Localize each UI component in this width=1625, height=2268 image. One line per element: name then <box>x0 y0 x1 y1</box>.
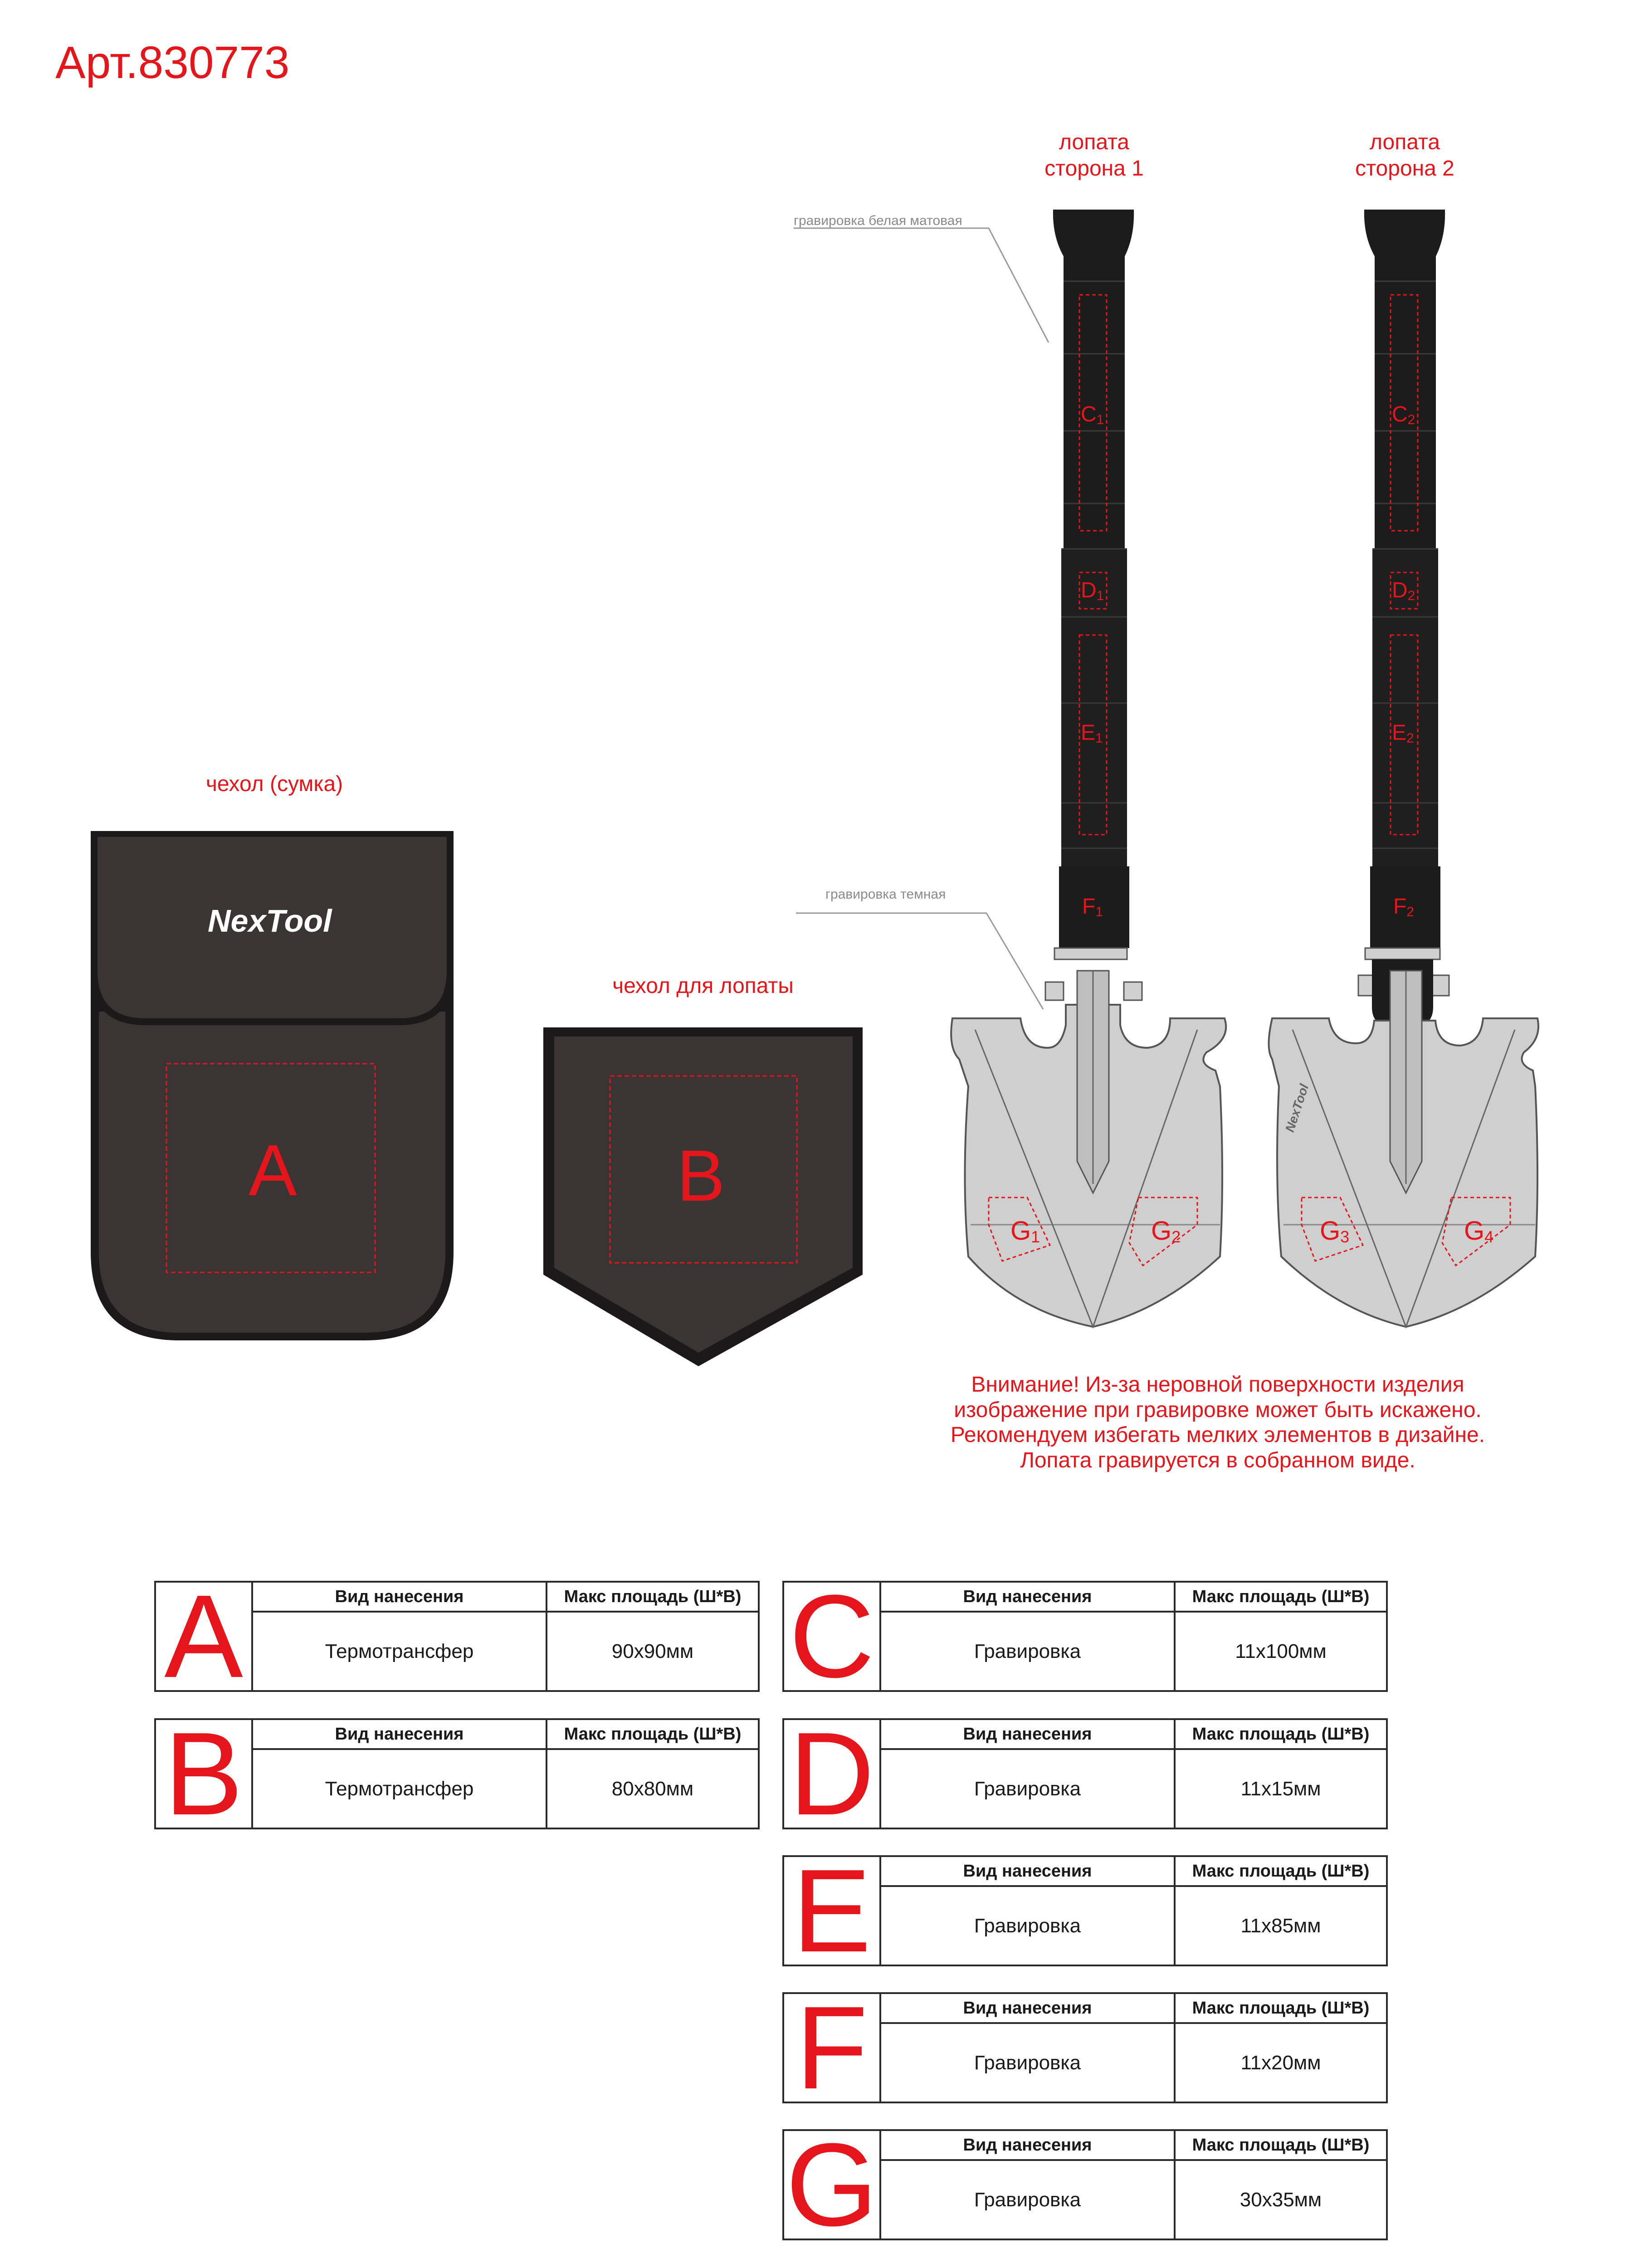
zone-e1-index: 1 <box>1095 731 1103 746</box>
spec-f-area: 11х20мм <box>1240 2051 1321 2074</box>
spec-d-area: 11х15мм <box>1240 1777 1321 1800</box>
note-engraving-dark: гравировка темная <box>825 887 946 902</box>
spec-b-header-area: Макс площадь (Ш*В) <box>564 1724 742 1744</box>
spec-a-header-area: Макс площадь (Ш*В) <box>564 1587 742 1606</box>
caption-bag: чехол (сумка) <box>205 772 343 796</box>
spec-letter-f: F <box>784 1994 881 2102</box>
zone-e1-letter: E <box>1081 721 1096 745</box>
spec-f-method: Гравировка <box>881 2024 1176 2102</box>
warning-line-4: Лопата гравируется в собранном виде. <box>1020 1448 1415 1473</box>
warning-line-3: Рекомендуем избегать мелких элементов в дизайне. <box>950 1423 1485 1447</box>
bag-brand-logo: NexTool <box>208 903 332 938</box>
zone-g1-label <box>1010 1218 1040 1245</box>
zone-a-label: A <box>249 1129 297 1211</box>
zone-f1-label <box>1082 896 1103 919</box>
spec-table-e <box>782 1845 1388 1977</box>
spec-d-header-method: Вид нанесения <box>881 1720 1176 1748</box>
zone-g3-label <box>1320 1218 1349 1245</box>
zone-d1-label <box>1081 580 1104 603</box>
zone-g3-letter: G <box>1320 1216 1341 1246</box>
spec-f-header-area: Макс площадь (Ш*В) <box>1192 1998 1370 2018</box>
zone-f2-letter: F <box>1393 894 1407 919</box>
zone-b-label: B <box>677 1135 725 1216</box>
zone-g2-label <box>1151 1218 1181 1245</box>
caption-side1-line1: лопата <box>1059 130 1129 154</box>
warning-line-1: Внимание! Из-за неровной поверхности изделия <box>971 1373 1464 1397</box>
spec-table-c <box>782 1570 1388 1702</box>
zone-c1-letter: C <box>1081 402 1097 426</box>
zone-c2-label <box>1392 404 1415 427</box>
zone-g4-letter: G <box>1464 1216 1485 1246</box>
zone-g4-label <box>1464 1218 1493 1245</box>
caption-side1 <box>1020 129 1168 181</box>
spec-letter-c: C <box>784 1583 881 1690</box>
spec-b-area: 80х80мм <box>611 1777 694 1800</box>
spec-b-method: Термотрансфер <box>253 1750 547 1828</box>
zone-e2-letter: E <box>1392 721 1407 745</box>
spec-d-method: Гравировка <box>881 1750 1176 1828</box>
caption-side1-line2: сторона 1 <box>1044 156 1144 181</box>
zone-c2-index: 2 <box>1407 412 1415 427</box>
spec-table-b <box>154 1708 760 1840</box>
spec-c-header-area: Макс площадь (Ш*В) <box>1192 1587 1370 1606</box>
blade-brand: NexTool <box>1283 1082 1312 1134</box>
spec-table-g <box>782 2119 1388 2251</box>
warning-line-2: изображение при гравировке может быть искажено. <box>954 1398 1482 1422</box>
spec-letter-a: A <box>156 1583 253 1690</box>
caption-shovel-cover: чехол для лопаты <box>612 974 794 998</box>
zone-d2-index: 2 <box>1407 588 1415 603</box>
spec-e-header-method: Вид нанесения <box>881 1857 1176 1885</box>
zone-g4-index: 4 <box>1484 1227 1494 1246</box>
caption-side2-line1: лопата <box>1369 130 1440 154</box>
spec-b-header-method: Вид нанесения <box>253 1720 547 1748</box>
spec-letter-b: B <box>156 1720 253 1828</box>
zone-d1-letter: D <box>1081 578 1097 602</box>
zone-f1-index: 1 <box>1095 904 1103 919</box>
spec-table-a <box>154 1570 760 1702</box>
zone-d1-index: 1 <box>1096 588 1104 603</box>
warning-note <box>912 1372 1524 1473</box>
zone-g3-index: 3 <box>1340 1227 1350 1246</box>
zone-e2-label <box>1392 722 1414 745</box>
spec-g-header-area: Макс площадь (Ш*В) <box>1192 2135 1370 2155</box>
zone-g1-letter: G <box>1010 1216 1031 1246</box>
spec-c-header-method: Вид нанесения <box>881 1583 1176 1611</box>
zone-e2-index: 2 <box>1406 731 1414 746</box>
spec-g-header-method: Вид нанесения <box>881 2131 1176 2159</box>
spec-f-header-method: Вид нанесения <box>881 1994 1176 2022</box>
zone-f1-letter: F <box>1082 894 1096 919</box>
spec-letter-d: D <box>784 1720 881 1828</box>
note-engraving-white: гравировка белая матовая <box>794 213 962 228</box>
spec-a-header-method: Вид нанесения <box>253 1583 547 1611</box>
article-number: Арт.830773 <box>55 37 290 88</box>
spec-e-method: Гравировка <box>881 1887 1176 1965</box>
zone-d2-label <box>1392 580 1415 603</box>
zone-c2-letter: C <box>1392 402 1408 426</box>
caption-side2 <box>1329 129 1481 181</box>
zone-f2-label <box>1393 896 1414 919</box>
spec-a-area: 90х90мм <box>611 1640 694 1662</box>
shovel-side2-drawing <box>1269 210 1539 1327</box>
zone-g2-letter: G <box>1151 1216 1172 1246</box>
spec-c-area: 11х100мм <box>1235 1640 1327 1662</box>
spec-letter-g: G <box>784 2131 881 2239</box>
leader-engraving-dark <box>796 913 1043 1009</box>
spec-table-d <box>782 1708 1388 1840</box>
zone-g1-index: 1 <box>1031 1227 1040 1246</box>
leader-engraving-white <box>794 228 1049 342</box>
zone-c1-index: 1 <box>1096 412 1104 427</box>
spec-c-method: Гравировка <box>881 1613 1176 1690</box>
caption-side2-line2: сторона 2 <box>1355 156 1454 181</box>
spec-g-area: 30х35мм <box>1239 2188 1322 2211</box>
spec-d-header-area: Макс площадь (Ш*В) <box>1192 1724 1370 1744</box>
shovel-side1-drawing <box>951 210 1226 1327</box>
zone-g2-index: 2 <box>1171 1227 1181 1246</box>
zone-f2-index: 2 <box>1406 904 1415 919</box>
spec-letter-e: E <box>784 1857 881 1965</box>
zone-e1-label <box>1081 722 1103 745</box>
spec-a-method: Термотрансфер <box>253 1613 547 1690</box>
zone-d2-letter: D <box>1392 578 1408 602</box>
spec-g-method: Гравировка <box>881 2161 1176 2239</box>
spec-e-header-area: Макс площадь (Ш*В) <box>1192 1861 1370 1881</box>
spec-e-area: 11х85мм <box>1240 1914 1321 1937</box>
zone-c1-label <box>1081 404 1104 427</box>
spec-table-f <box>782 1982 1388 2114</box>
